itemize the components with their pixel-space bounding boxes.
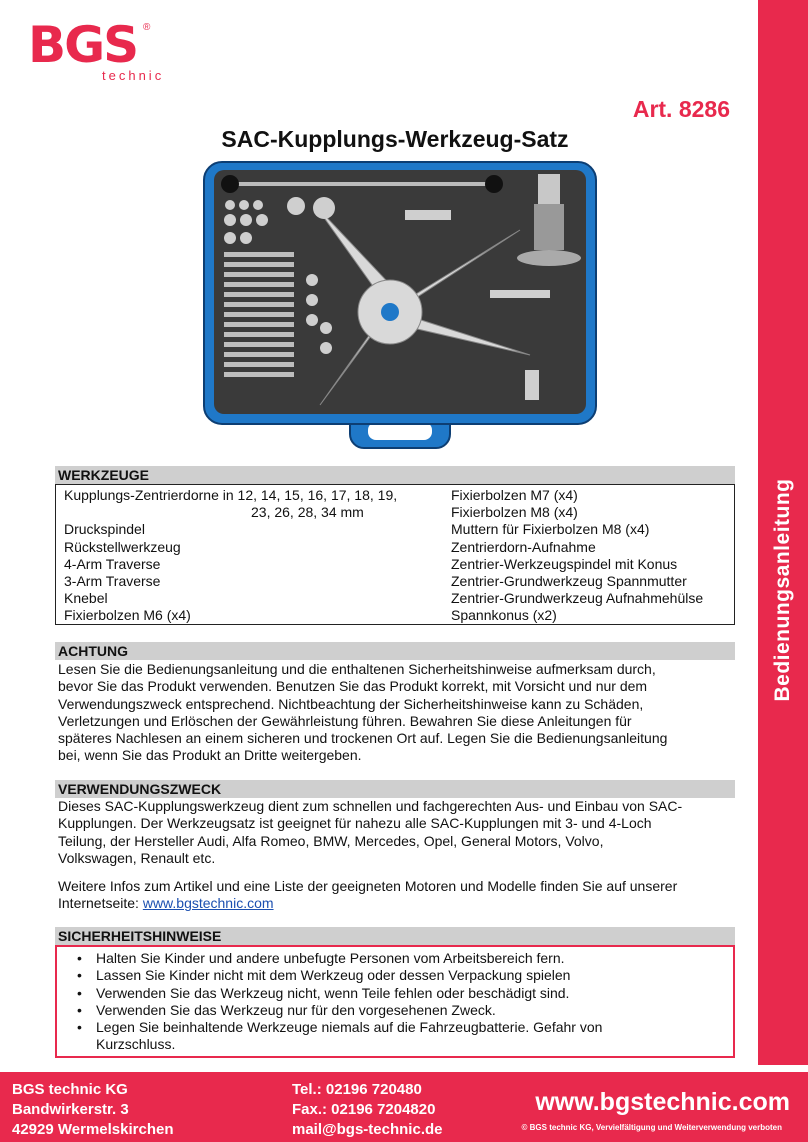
list-item: Zentrier-Grundwerkzeug Aufnahmehülse [451,590,704,607]
text-line: Verwendungszweck entsprechend. Nichtbeachtung der Sicherheitshinweise kann zu Schäden, [58,695,644,712]
list-item: 4-Arm Traverse [64,555,161,572]
list-item: Druckspindel [64,521,145,538]
list-item: • Verwenden Sie das Werkzeug nicht, wenn Teile fehlen oder beschädigt sind. [77,985,733,1002]
footer-city: 42929 Wermelskirchen [12,1121,174,1138]
list-item: • Halten Sie Kinder und andere unbefugte Personen vom Arbeitsbereich fern. [77,950,733,967]
list-item: Zentrierdorn-Aufnahme [451,538,596,555]
footer-company: BGS technic KG [12,1081,128,1098]
footer-website[interactable]: www.bgstechnic.com [535,1088,790,1116]
tools-list [55,484,735,625]
footer [0,1072,808,1142]
list-item: Rückstellwerkzeug [64,538,181,555]
verwendungszweck-text [58,798,738,867]
text-line: Verletzungen und Erlöschen der Gewährleistung führen. Bewahren Sie diese Anleitungen für [58,712,632,729]
list-item: Kupplungs-Zentrierdorne in 12, 14, 15, 16, 17, 18, 19, [64,487,398,503]
footer-copyright: © BGS technic KG, Vervielfältigung und Weiterverwendung verboten [521,1123,782,1132]
text-line: Lesen Sie die Bedienungsanleitung und die enthaltenen Sicherheitshinweise aufmerksam durch, [58,661,656,677]
list-item: Spannkonus (x2) [451,607,557,624]
logo-main: BGS [28,16,138,74]
product-image [200,160,600,460]
achtung-text [58,661,738,765]
footer-contact [292,1080,443,1140]
list-item: Knebel [64,590,108,607]
tools-right-column [451,487,736,625]
website-link[interactable]: www.bgstechnic.com [142,895,274,912]
list-item: 23, 26, 28, 34 mm [251,504,364,521]
text-line: Volkswagen, Renault etc. [58,849,216,866]
safety-list [55,945,735,1058]
text-line: Kupplungen. Der Werkzeugsatz ist geeignet für nahezu alle SAC-Kupplungen mit 3- und 4-Loch [58,815,652,832]
text-line: späteres Nachlesen an einem sicheren und trockenen Ort auf. Legen Sie die Bedienungsanleitung [58,730,668,747]
list-item: • Legen Sie beinhaltende Werkzeuge niemals auf die Fahrzeugbatterie. Gefahr von Kurzschluss. [77,1019,733,1054]
text-line: bevor Sie das Produkt verwenden. Benutzen Sie das Produkt korrekt, mit Vorsicht und nur dem [58,678,648,695]
list-item: Fixierbolzen M8 (x4) [451,504,578,521]
text-line: Dieses SAC-Kupplungswerkzeug dient zum schnellen und fachgerechten Aus- und Einbau von SAC- [58,798,683,814]
list-item: 3-Arm Traverse [64,573,161,590]
footer-tel: Tel.: 02196 720480 [292,1081,422,1098]
logo-sub: technic [102,68,165,83]
text-line: Weitere Infos zum Artikel und eine Liste der geeigneten Motoren und Modelle finden Sie auf unserer [58,878,678,894]
page-title: SAC-Kupplungs-Werkzeug-Satz [221,126,569,152]
article-number: Art. 8286 [632,96,730,122]
tools-left-column [64,487,444,625]
list-item: Zentrier-Grundwerkzeug Spannmutter [451,573,687,590]
list-item: • Lassen Sie Kinder nicht mit dem Werkzeug oder dessen Verpackung spielen [77,967,733,984]
list-item: Fixierbolzen M6 (x4) [64,607,191,624]
footer-mail[interactable]: mail@bgs-technic.de [292,1121,443,1138]
side-label: Bedienungsanleitung [771,478,794,702]
list-item: Zentrier-Werkzeugspindel mit Konus [451,555,678,572]
list-item: Muttern für Fixierbolzen M8 (x4) [451,521,650,538]
list-item: • Verwenden Sie das Werkzeug nur für den vorgesehenen Zweck. [77,1002,733,1019]
achtung-heading: ACHTUNG [55,642,735,660]
info-prefix: Internetseite: [58,895,143,912]
sicherheit-heading: SICHERHEITSHINWEISE [55,927,735,945]
bgs-logo [26,16,165,84]
text-line: Teilung, der Hersteller Audi, Alfa Romeo, BMW, Mercedes, Opel, General Motors, Volvo, [58,832,604,849]
list-item: Fixierbolzen M7 (x4) [451,487,578,503]
text-line [58,895,738,912]
verwendungszweck-heading: VERWENDUNGSZWECK [55,780,735,798]
logo-registered: ® [143,22,151,33]
info-text [58,878,738,913]
werkzeuge-heading: WERKZEUGE [55,466,735,484]
footer-fax: Fax.: 02196 7204820 [292,1101,436,1118]
footer-address [12,1080,174,1140]
footer-street: Bandwirkerstr. 3 [12,1101,129,1118]
text-line: bei, wenn Sie das Produkt an Dritte weitergeben. [58,747,362,764]
